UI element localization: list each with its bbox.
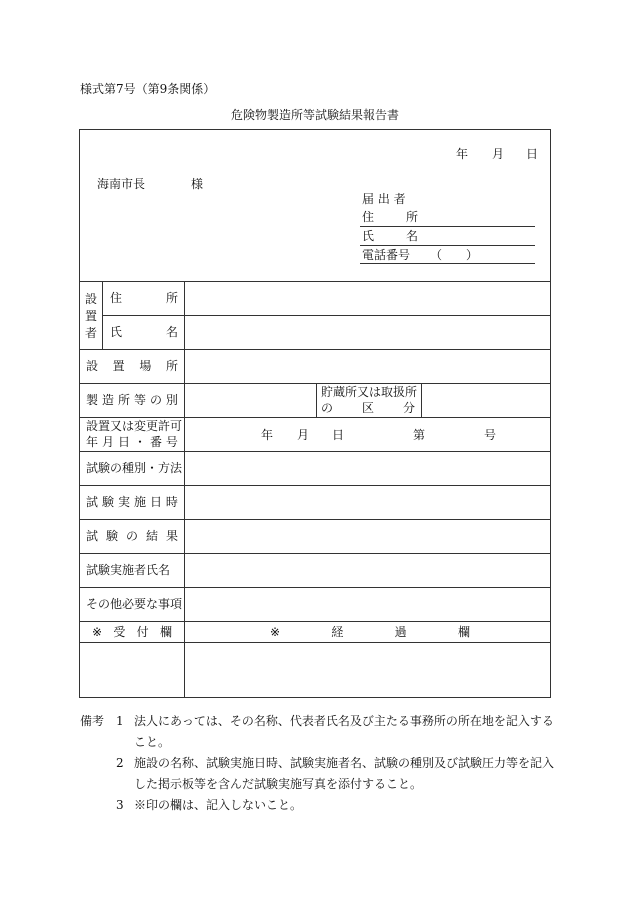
test-type-label: 試験の種別・方法 — [86, 461, 183, 475]
storage-label-line2: の 区 分 — [321, 401, 415, 415]
notifier-label: 届 出 者 — [362, 192, 406, 206]
row-divider — [80, 642, 550, 643]
permit-label-line1: 設置又は変更許可 — [86, 419, 183, 433]
installer-group-label: 設 置 者 — [84, 292, 97, 340]
note-item: 2 施設の名称、試験実施日時、試験実施者名、試験の種別及び試験圧力等を記入した掲示板等を含んだ試験実施写真を添付すること。 — [116, 756, 555, 791]
notifier-address-label: 住 所 — [362, 210, 418, 224]
row-divider — [80, 553, 550, 554]
facility-type-label: 製 造 所 等 の 別 — [86, 393, 178, 407]
storage-label-left-divider — [316, 383, 317, 417]
row-divider — [80, 349, 550, 350]
row-divider — [80, 519, 550, 520]
installer-address-label: 住 所 — [110, 291, 178, 305]
row-divider — [80, 383, 550, 384]
row-divider — [80, 417, 550, 418]
permit-dai-label: 第 — [413, 428, 426, 442]
phone-paren-close: ） — [466, 248, 479, 262]
row-divider — [80, 485, 550, 486]
storage-label-right-divider — [421, 383, 422, 417]
progress-column-header: ※ 経 過 欄 — [270, 625, 470, 639]
location-label: 設 置 場 所 — [86, 359, 178, 373]
report-form-table — [79, 129, 551, 698]
phone-paren-open: （ — [430, 248, 443, 262]
date-day-label: 日 — [526, 147, 539, 161]
date-year-label: 年 — [456, 147, 469, 161]
installer-group-divider — [102, 281, 103, 349]
permit-go-label: 号 — [484, 428, 497, 442]
other-matters-label: その他必要な事項 — [86, 597, 183, 611]
permit-day-label: 日 — [332, 428, 345, 442]
installer-name-label: 氏 名 — [110, 325, 178, 339]
notifier-name-line — [360, 245, 535, 246]
phone-label: 電話番号 — [362, 248, 411, 262]
honorific: 様 — [191, 177, 204, 191]
row-divider — [80, 621, 550, 622]
phone-line — [360, 263, 535, 264]
row-divider — [80, 451, 550, 452]
note-item: 1 法人にあっては、その名称、代表者氏名及び主たる事務所の所在地を記入すること。 — [116, 714, 554, 749]
notifier-name-label: 氏 名 — [362, 229, 418, 243]
date-month-label: 月 — [492, 147, 505, 161]
permit-year-label: 年 — [261, 428, 274, 442]
storage-label-line1: 貯蔵所又は取扱所 — [321, 385, 418, 399]
test-result-label: 試 験 の 結 果 — [86, 529, 178, 543]
row-divider — [102, 315, 550, 316]
notes-heading: 備考 — [80, 714, 105, 728]
reception-column-header: ※ 受 付 欄 — [92, 625, 172, 639]
form-title: 危険物製造所等試験結果報告書 — [230, 108, 399, 122]
test-datetime-label: 試 験 実 施 日 時 — [86, 495, 178, 509]
label-column-divider — [184, 281, 185, 697]
permit-month-label: 月 — [297, 428, 310, 442]
addressee: 海南市長 — [97, 177, 146, 191]
form-number: 様式第7号（第9条関係） — [80, 82, 216, 96]
note-item: 3 ※印の欄は、記入しないこと。 — [116, 798, 303, 812]
tester-name-label: 試験実施者氏名 — [86, 563, 171, 577]
permit-label-line2: 年 月 日 ・ 番 号 — [86, 435, 178, 449]
row-divider — [80, 587, 550, 588]
notifier-address-line — [360, 226, 535, 227]
row-divider — [80, 281, 550, 282]
